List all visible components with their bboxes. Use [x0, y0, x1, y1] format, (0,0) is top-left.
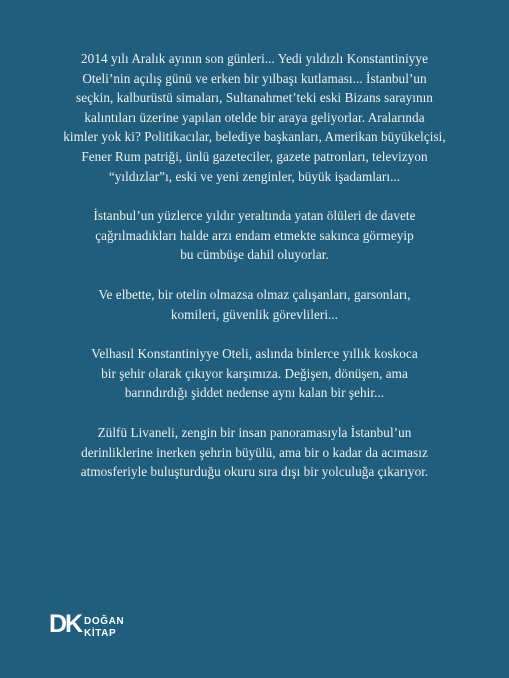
blurb-line: atmosferiyle buluşturduğu okuru sıra dışı bir yolculuğa çıkarıyor.	[80, 464, 429, 480]
blurb-paragraph	[26, 206, 483, 265]
blurb-line: bu cümbüşe dahil oluyorlar.	[180, 247, 329, 263]
blurb-line: bir şehir olarak çıkıyor karşımıza. Değişen, dönüşen, ama	[101, 365, 408, 381]
blurb-line: kimler yok ki? Politikacılar, belediye başkanları, Amerikan büyükelçisi,	[63, 129, 446, 145]
back-cover-blurb	[26, 49, 483, 502]
blurb-line: “yıldızlar”ı, eski ve yeni zenginler, büyük işadamları...	[108, 168, 401, 184]
blurb-paragraph	[26, 49, 483, 186]
blurb-line: barındırdığı şiddet nedense aynı kalan bir şehir...	[124, 385, 385, 401]
blurb-line: derinliklerine inerken şehrin büyülü, ama bir o kadar da acımasız	[81, 444, 428, 460]
blurb-line: komileri, güvenlik görevlileri...	[170, 306, 339, 322]
publisher-name-line-2: KİTAP	[84, 628, 117, 639]
blurb-line: Zülfü Livaneli, zengin bir insan panoramasıyla İstanbul’un	[97, 424, 412, 440]
blurb-line: çağrılmadıkları halde arzı endam etmekte sakınca görmeyip	[95, 227, 414, 243]
blurb-line: kalıntıları üzerine yapılan otelde bir araya geliyorlar. Aralarında	[84, 109, 425, 125]
blurb-line: Fener Rum patriği, ünlü gazeteciler, gazete patronları, televizyon	[81, 148, 428, 164]
blurb-line: Ve elbette, bir otelin olmazsa olmaz çalışanları, garsonları,	[98, 286, 411, 302]
blurb-line: seçkin, kalburüstü simaları, Sultanahmet’teki eski Bizans sarayının	[76, 90, 433, 106]
publisher-name-line-1: DOĞAN	[84, 616, 125, 627]
blurb-line: Oteli’nin açılış günü ve erken bir yılbaşı kutlaması... İstanbul’un	[82, 70, 427, 86]
blurb-paragraph	[26, 285, 483, 324]
publisher-logo-mark: DK	[49, 610, 82, 638]
blurb-line: 2014 yılı Aralık ayının son günleri... Yedi yıldızlı Konstantiniyye	[81, 51, 428, 66]
publisher-logo	[49, 610, 129, 646]
blurb-line: İstanbul’un yüzlerce yıldır yeraltında yatan ölüleri de davete	[93, 208, 416, 224]
blurb-paragraph	[26, 344, 483, 403]
blurb-paragraph	[26, 423, 483, 482]
blurb-line: Velhasıl Konstantiniyye Oteli, aslında binlerce yıllık koskoca	[91, 346, 418, 362]
